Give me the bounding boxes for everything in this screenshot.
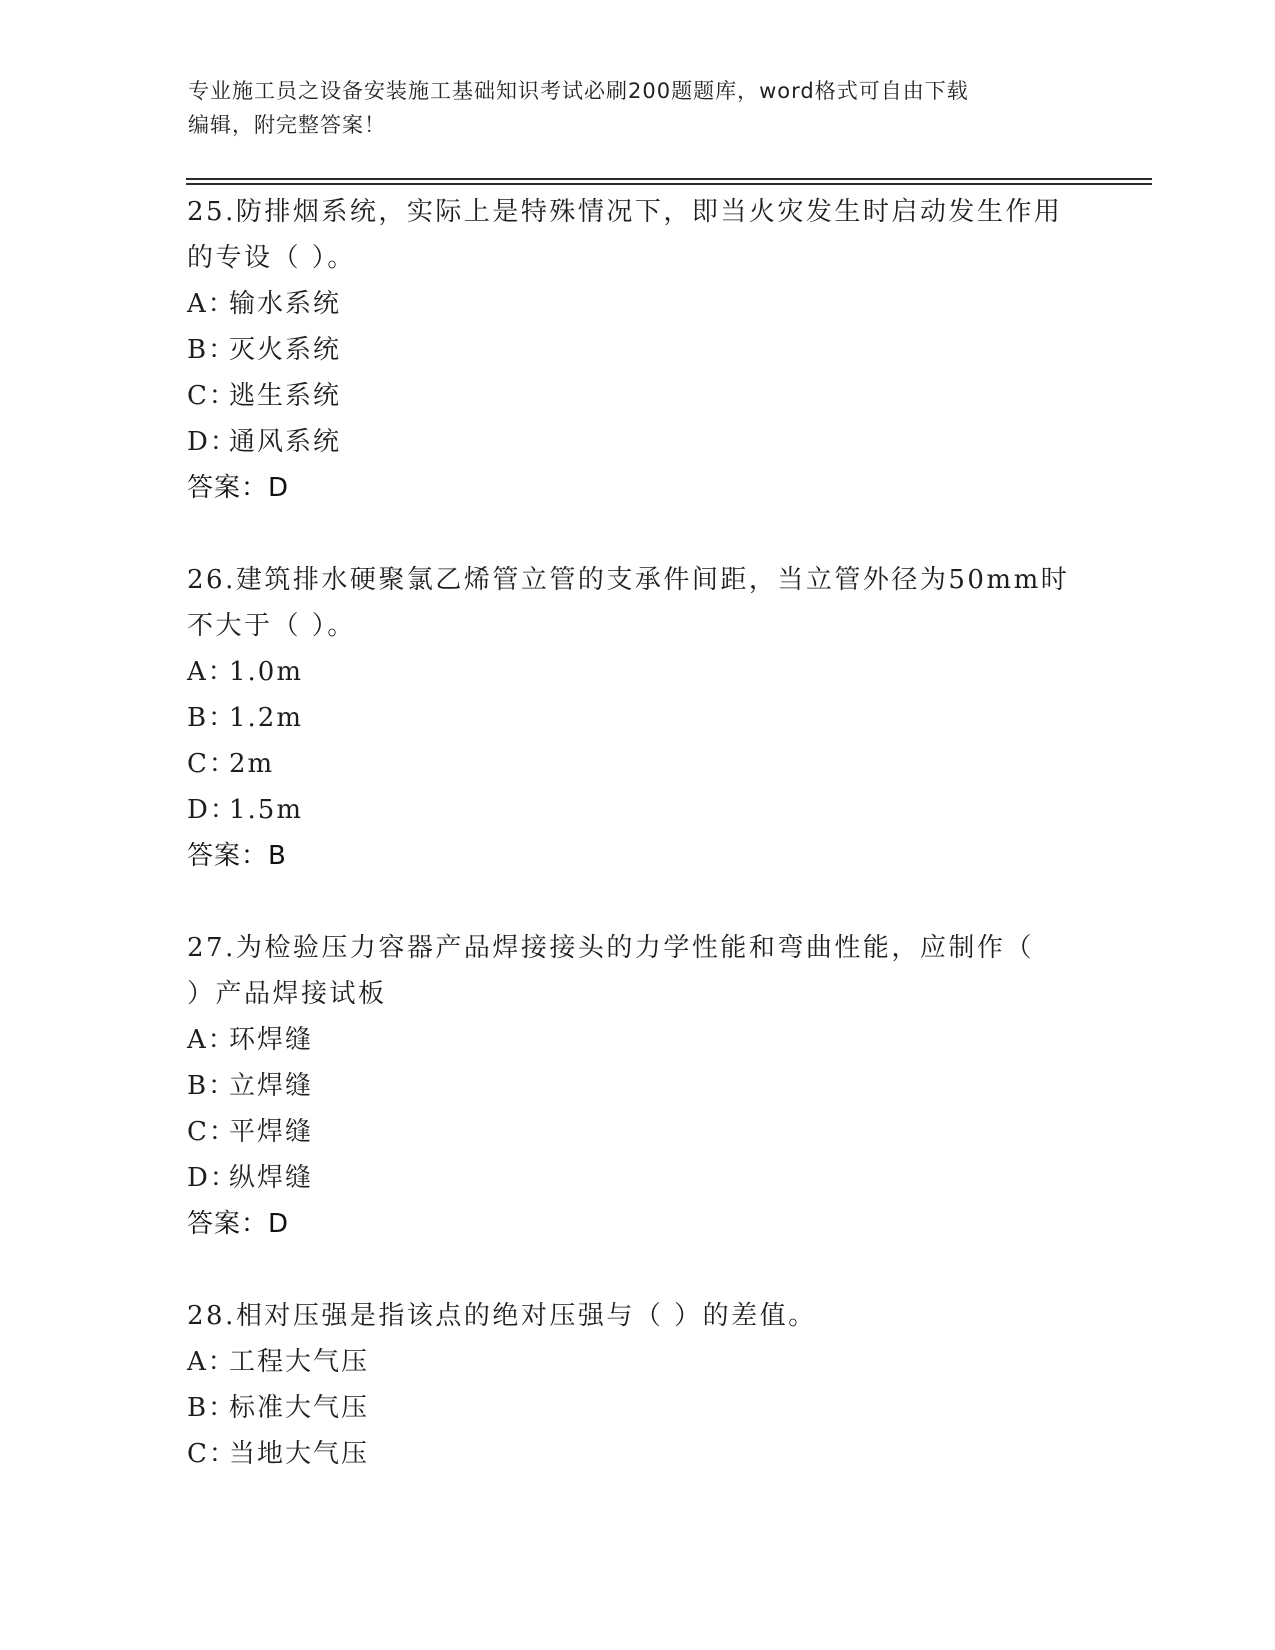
option-text: 1.5m xyxy=(229,795,304,825)
header-divider-bottom xyxy=(186,183,1152,185)
answer-label: 答案： xyxy=(187,473,269,503)
answer-value: D xyxy=(268,473,290,503)
answer-value: D xyxy=(268,1209,290,1239)
option-text: 1.2m xyxy=(229,703,304,733)
option-key: B： xyxy=(187,1071,237,1101)
option-text: 逃生系统 xyxy=(229,381,342,411)
option-key: D： xyxy=(187,1163,238,1193)
option-key: B： xyxy=(187,335,237,365)
question-stem-line: 25.防排烟系统，实际上是特殊情况下，即当火灾发生时启动发生作用 xyxy=(187,197,1063,227)
answer-line xyxy=(187,465,1147,511)
option-b xyxy=(187,1063,1147,1109)
option-key: C： xyxy=(187,1117,237,1147)
option-key: C： xyxy=(187,381,237,411)
option-key: A： xyxy=(187,289,236,319)
option-text: 立焊缝 xyxy=(229,1071,314,1101)
question-25 xyxy=(187,189,1147,511)
option-d xyxy=(187,1155,1147,1201)
option-text: 灭火系统 xyxy=(229,335,342,365)
question-stem xyxy=(187,189,1087,281)
option-text: 标准大气压 xyxy=(229,1393,370,1423)
option-text: 环焊缝 xyxy=(229,1025,314,1055)
question-stem xyxy=(187,925,1087,1017)
option-text: 工程大气压 xyxy=(229,1347,370,1377)
question-stem xyxy=(187,1293,1087,1339)
header-title-line-2: 编辑，附完整答案！ xyxy=(188,113,386,137)
option-a xyxy=(187,1339,1147,1385)
option-b xyxy=(187,1385,1147,1431)
question-stem-line: 不大于（ ）。 xyxy=(187,611,356,641)
option-b xyxy=(187,695,1147,741)
question-spacer xyxy=(187,511,1147,557)
question-stem xyxy=(187,557,1087,649)
question-stem-line: ）产品焊接试板 xyxy=(187,979,387,1009)
question-stem-line: 26.建筑排水硬聚氯乙烯管立管的支承件间距，当立管外径为50mm时 xyxy=(187,565,1070,595)
option-b xyxy=(187,327,1147,373)
question-stem-line: 27.为检验压力容器产品焊接接头的力学性能和弯曲性能，应制作（ xyxy=(187,933,1034,963)
answer-label: 答案： xyxy=(187,841,269,871)
option-d xyxy=(187,419,1147,465)
question-stem-line: 28.相对压强是指该点的绝对压强与（ ）的差值。 xyxy=(187,1301,817,1331)
question-list xyxy=(187,189,1147,1477)
question-27 xyxy=(187,925,1147,1247)
option-key: B： xyxy=(187,1393,237,1423)
option-a xyxy=(187,649,1147,695)
option-c xyxy=(187,741,1147,787)
option-d xyxy=(187,787,1147,833)
document-header xyxy=(188,74,1088,142)
option-text: 通风系统 xyxy=(229,427,342,457)
option-text: 纵焊缝 xyxy=(229,1163,314,1193)
option-key: C： xyxy=(187,749,237,779)
answer-line xyxy=(187,833,1147,879)
header-title-line-1: 专业施工员之设备安装施工基础知识考试必刷200题题库，word格式可自由下载 xyxy=(188,79,969,103)
option-c xyxy=(187,1109,1147,1155)
option-text: 当地大气压 xyxy=(229,1439,370,1469)
option-key: D： xyxy=(187,795,238,825)
answer-label: 答案： xyxy=(187,1209,269,1239)
question-stem-line: 的专设（ ）。 xyxy=(187,243,356,273)
question-spacer xyxy=(187,879,1147,925)
option-text: 1.0m xyxy=(229,657,304,687)
option-text: 输水系统 xyxy=(229,289,342,319)
option-c xyxy=(187,1431,1147,1477)
answer-line xyxy=(187,1201,1147,1247)
header-divider-top xyxy=(186,178,1152,180)
option-key: A： xyxy=(187,1025,236,1055)
option-c xyxy=(187,373,1147,419)
option-key: A： xyxy=(187,657,236,687)
question-26 xyxy=(187,557,1147,879)
option-a xyxy=(187,1017,1147,1063)
option-key: A： xyxy=(187,1347,236,1377)
option-key: B： xyxy=(187,703,237,733)
option-text: 平焊缝 xyxy=(229,1117,314,1147)
answer-value: B xyxy=(268,841,287,871)
option-text: 2m xyxy=(229,749,275,779)
question-28 xyxy=(187,1293,1147,1477)
question-spacer xyxy=(187,1247,1147,1293)
option-key: D： xyxy=(187,427,238,457)
option-a xyxy=(187,281,1147,327)
option-key: C： xyxy=(187,1439,237,1469)
